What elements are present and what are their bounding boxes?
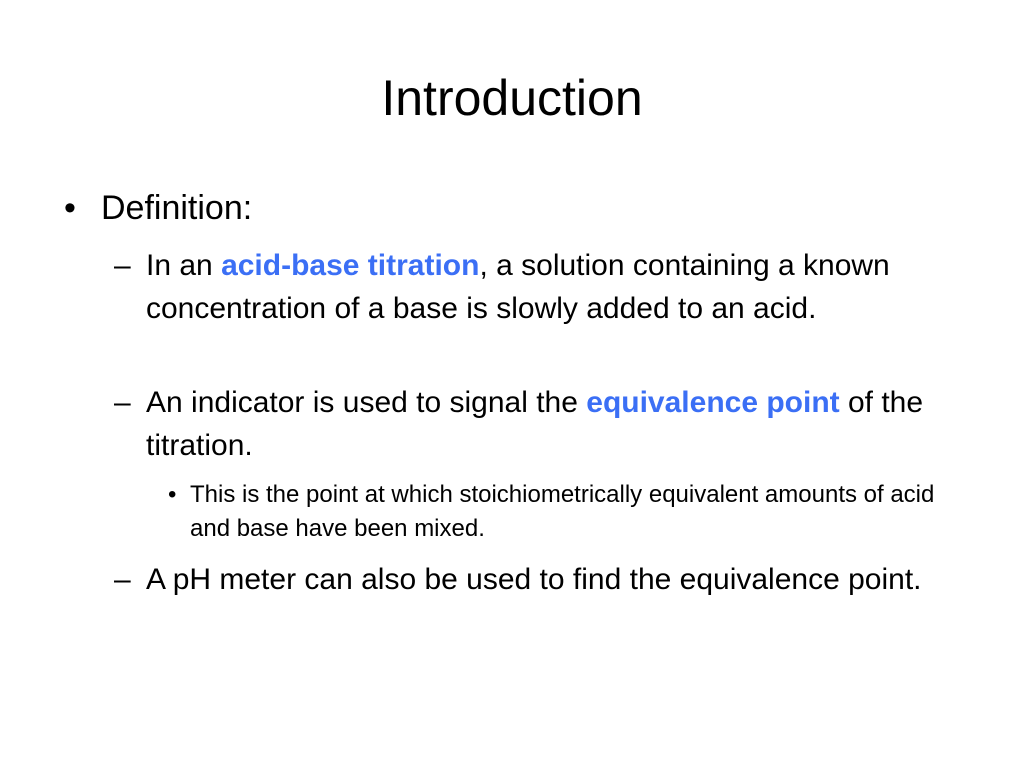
highlight-term-equivalence-point: equivalence point [586,386,840,419]
sub-sub-bullet-equivalence-detail [168,478,980,546]
sub-bullet-titration [114,244,966,330]
sub-bullet-text-before: An indicator is used to signal the [146,386,587,419]
bullet-marker: • [64,189,76,227]
sub-bullet-text-before: In an [146,249,222,282]
bullet-marker: • [168,481,177,508]
bullet-text: Definition: [101,189,253,227]
dash-marker: – [114,563,131,596]
highlight-term-acid-base-titration: acid-base titration [221,249,480,282]
sub-bullet-ph-meter [114,558,966,601]
sub-bullet-text: A pH meter can also be used to find the equivalence point. [146,563,922,596]
bullet-definition [64,183,981,233]
sub-bullet-indicator [114,381,966,467]
dash-marker: – [114,249,131,282]
sub-bullet-text-after: , a solution containing a known concentration of a base is slowly added to an acid. [146,249,890,325]
sub-bullet-text-after: of the titration. [146,386,924,462]
sub-sub-bullet-text: This is the point at which stoichiometrically equivalent amounts of acid and base have been mixed. [190,481,935,542]
slide-title: Introduction [381,70,643,126]
dash-marker: – [114,386,131,419]
